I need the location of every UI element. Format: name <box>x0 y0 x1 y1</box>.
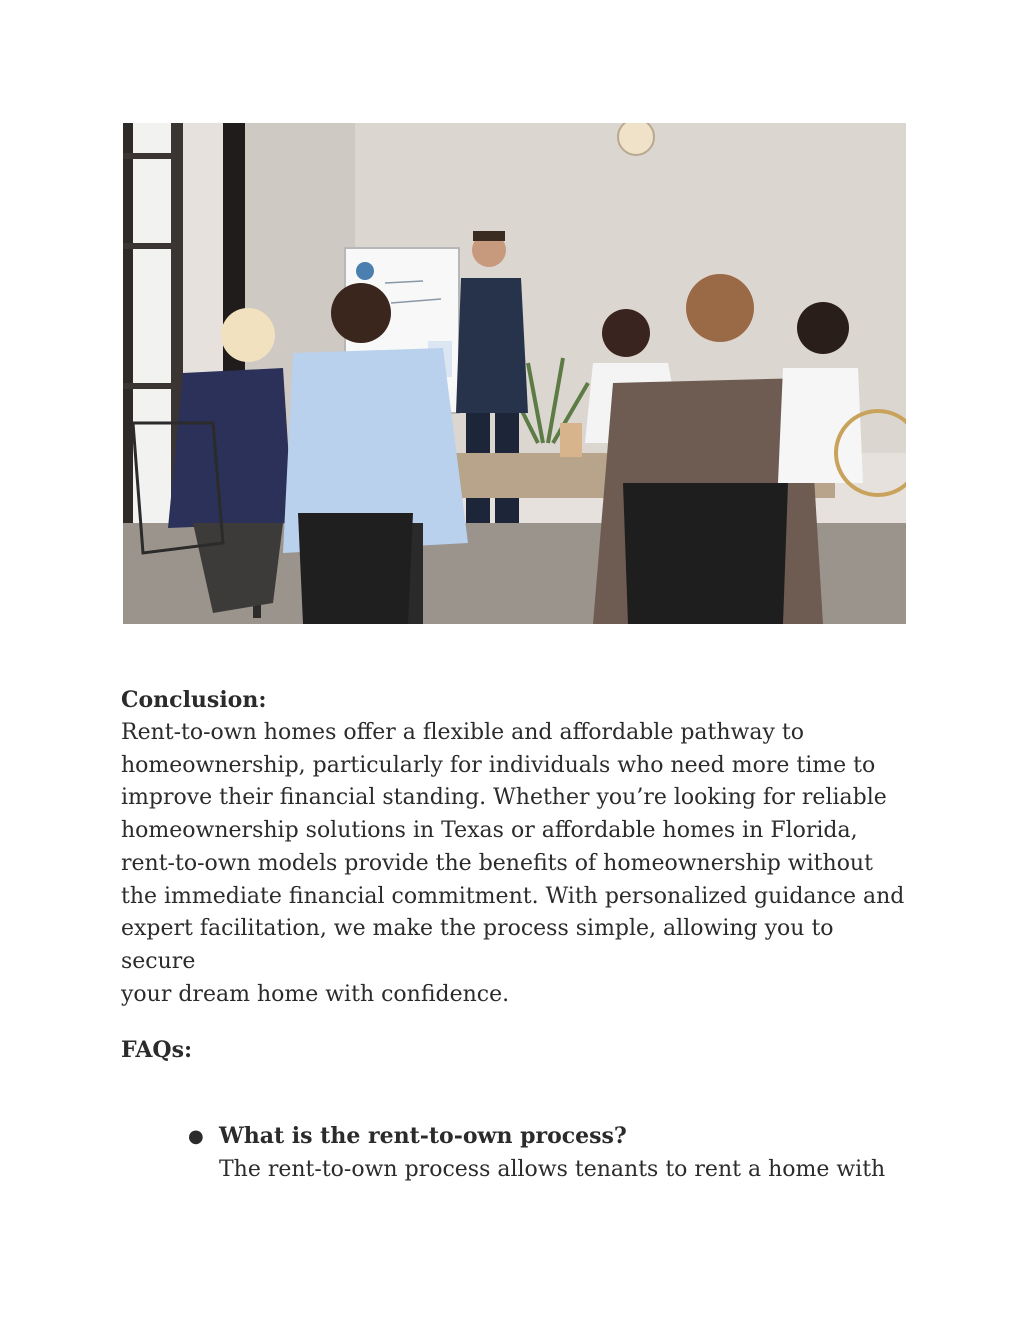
conclusion-line: homeownership solutions in Texas or affordable homes in Florida, <box>121 818 858 844</box>
bullet-icon: ● <box>188 1126 204 1147</box>
faq-item <box>188 1120 908 1186</box>
conclusion-line: improve their financial standing. Whether you’re looking for reliable <box>121 785 887 811</box>
conclusion-line: the immediate financial commitment. With personalized guidance and <box>121 883 905 909</box>
faq-question: What is the rent-to-own process? <box>219 1123 627 1149</box>
conclusion-paragraph <box>121 717 911 1011</box>
conclusion-line: Rent-to-own homes offer a flexible and affordable pathway to <box>121 720 805 745</box>
conclusion-line: expert facilitation, we make the process simple, allowing you to secure <box>121 916 834 974</box>
conclusion-heading: Conclusion: <box>121 687 267 713</box>
faqs-heading: FAQs: <box>121 1037 193 1063</box>
meeting-photo <box>123 123 906 624</box>
conclusion-section <box>121 684 911 1011</box>
conclusion-line: your dream home with confidence. <box>121 981 510 1007</box>
conclusion-line: homeownership, particularly for individuals who need more time to <box>121 752 876 778</box>
faq-answer: The rent-to-own process allows tenants to rent a home with <box>219 1157 886 1182</box>
faq-list <box>188 1120 908 1186</box>
conclusion-line: rent-to-own models provide the benefits of homeownership without <box>121 850 873 876</box>
